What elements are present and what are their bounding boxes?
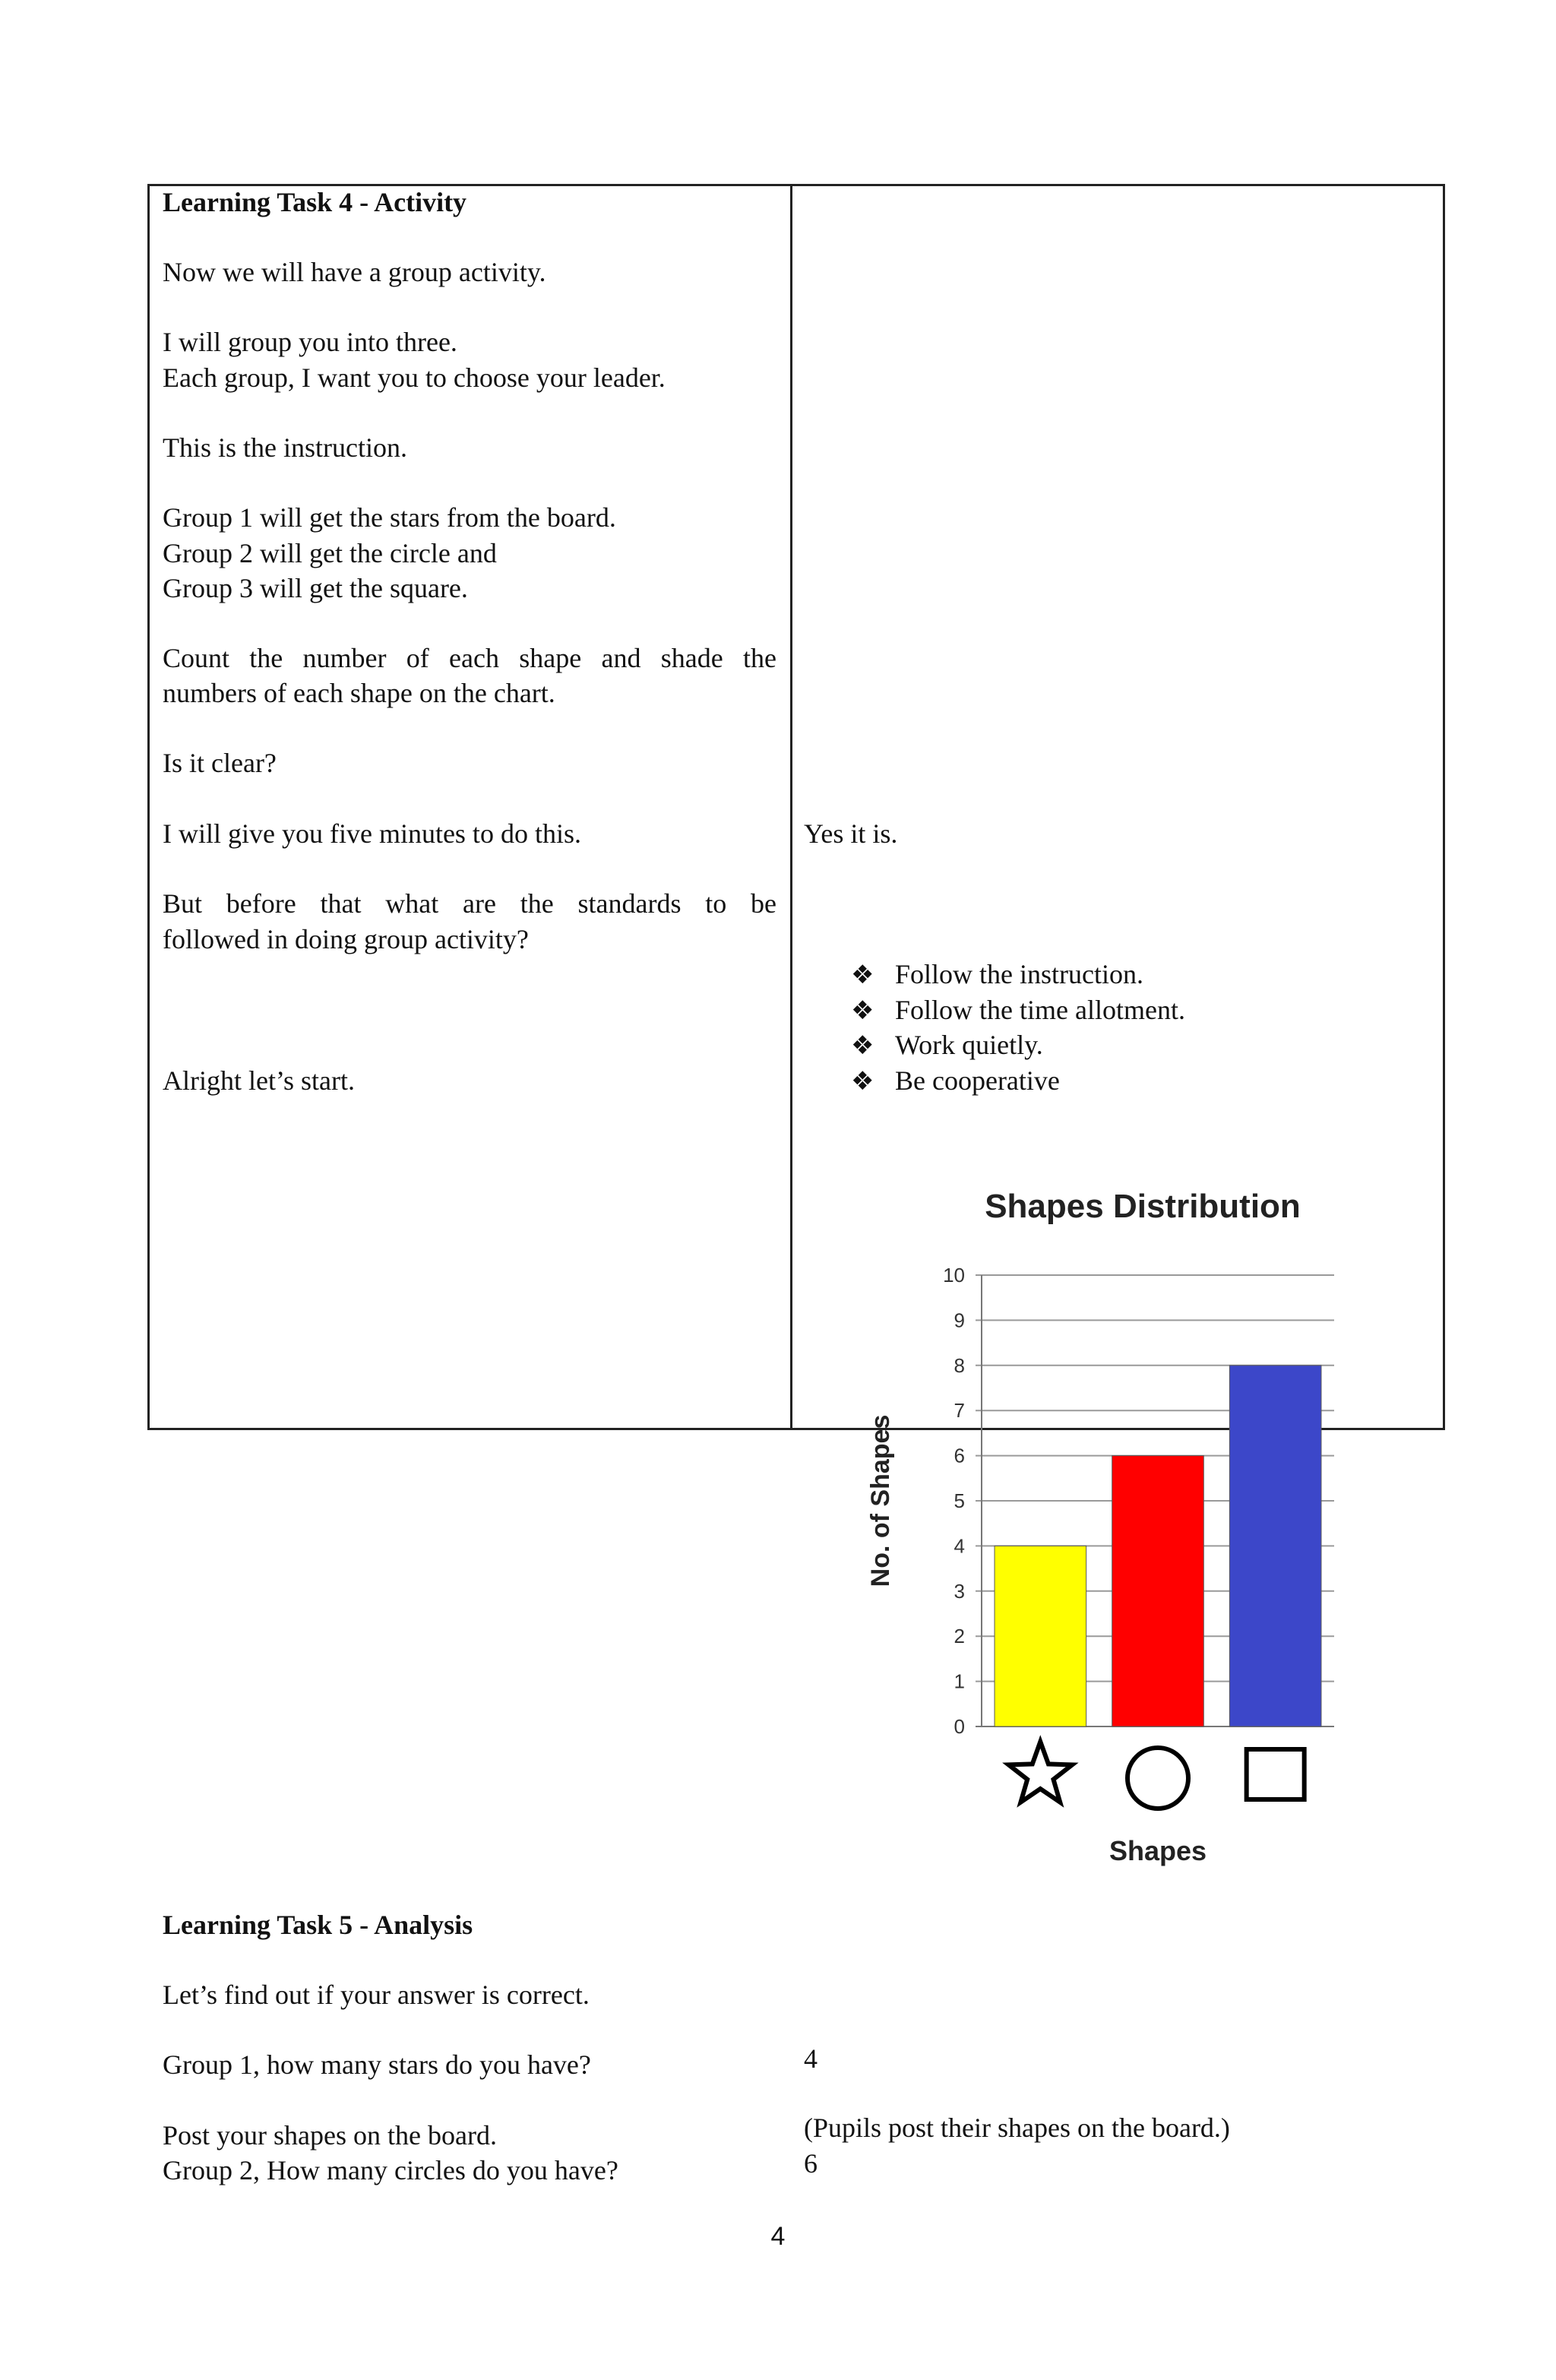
group1-instruction: Group 1 will get the stars from the board. bbox=[163, 502, 616, 533]
group1-question: Group 1, how many stars do you have? bbox=[163, 2049, 591, 2080]
star-outline-icon bbox=[1009, 1742, 1073, 1802]
chart-y-axis-label: No. of Shapes bbox=[866, 1414, 895, 1587]
find-out-line: Let’s find out if your answer is correct. bbox=[163, 1980, 590, 2010]
standard-item: ❖ Follow the time allotment. bbox=[851, 992, 1185, 1028]
post-shapes-line: Post your shapes on the board. bbox=[163, 2120, 497, 2151]
group2-question: Group 2, How many circles do you have? bbox=[163, 2155, 618, 2185]
is-clear-question: Is it clear? bbox=[163, 748, 277, 778]
start-line: Alright let’s start. bbox=[163, 1065, 355, 1096]
intro-text: Now we will have a group activity. bbox=[163, 257, 546, 287]
chart-bar bbox=[1229, 1366, 1321, 1726]
standards-line-1: But before that what are the standards to be bbox=[163, 888, 776, 919]
count-line-1: Count the number of each shape and shade the bbox=[163, 643, 776, 673]
chart-title: Shapes Distribution bbox=[985, 1188, 1301, 1225]
chart-y-tick-label: 9 bbox=[954, 1309, 965, 1332]
chart-y-tick-label: 1 bbox=[954, 1669, 965, 1693]
chart-y-tick-label: 4 bbox=[954, 1534, 965, 1558]
pupils-post-note: (Pupils post their shapes on the board.) bbox=[804, 2113, 1230, 2143]
answer-stars-count: 4 bbox=[804, 2043, 818, 2074]
task4-heading: Learning Task 4 - Activity bbox=[163, 187, 467, 217]
five-minutes-line: I will give you five minutes to do this. bbox=[163, 818, 581, 849]
chart-y-tick-label: 8 bbox=[954, 1353, 965, 1377]
chart-y-tick-label: 7 bbox=[954, 1399, 965, 1423]
group-line-2: Each group, I want you to choose your leader. bbox=[163, 362, 666, 393]
standards-line-2: followed in doing group activity? bbox=[163, 924, 529, 954]
answer-circles-count: 6 bbox=[804, 2148, 818, 2179]
four-diamond-bullet-icon: ❖ bbox=[851, 960, 874, 990]
column-divider bbox=[790, 184, 792, 1430]
square-outline-icon bbox=[1247, 1749, 1305, 1799]
four-diamond-bullet-icon: ❖ bbox=[851, 1030, 874, 1061]
chart-y-tick-label: 5 bbox=[954, 1489, 965, 1512]
chart-y-tick-label: 2 bbox=[954, 1625, 965, 1648]
instruction-line: This is the instruction. bbox=[163, 432, 407, 463]
shapes-distribution-chart bbox=[843, 1185, 1360, 1885]
four-diamond-bullet-icon: ❖ bbox=[851, 995, 874, 1026]
group-line-1: I will group you into three. bbox=[163, 327, 457, 357]
group2-instruction: Group 2 will get the circle and bbox=[163, 538, 497, 568]
standard-item: ❖ Be cooperative bbox=[851, 1063, 1060, 1099]
chart-y-tick-label: 3 bbox=[954, 1579, 965, 1603]
chart-bar bbox=[995, 1546, 1086, 1726]
group3-instruction: Group 3 will get the square. bbox=[163, 573, 468, 603]
page-number: 4 bbox=[770, 2222, 786, 2251]
answer-yes-it-is: Yes it is. bbox=[804, 818, 898, 849]
chart-y-tick-label: 0 bbox=[954, 1715, 965, 1738]
task5-heading: Learning Task 5 - Analysis bbox=[163, 1910, 473, 1940]
chart-y-tick-label: 6 bbox=[954, 1444, 965, 1467]
standard-item: ❖ Work quietly. bbox=[851, 1027, 1043, 1063]
circle-outline-icon bbox=[1127, 1748, 1188, 1809]
count-line-2: numbers of each shape on the chart. bbox=[163, 678, 555, 708]
chart-bar bbox=[1112, 1456, 1204, 1726]
chart-x-axis-label: Shapes bbox=[1108, 1835, 1207, 1866]
four-diamond-bullet-icon: ❖ bbox=[851, 1066, 874, 1097]
standard-item: ❖ Follow the instruction. bbox=[851, 957, 1143, 992]
chart-y-tick-label: 10 bbox=[943, 1264, 965, 1287]
